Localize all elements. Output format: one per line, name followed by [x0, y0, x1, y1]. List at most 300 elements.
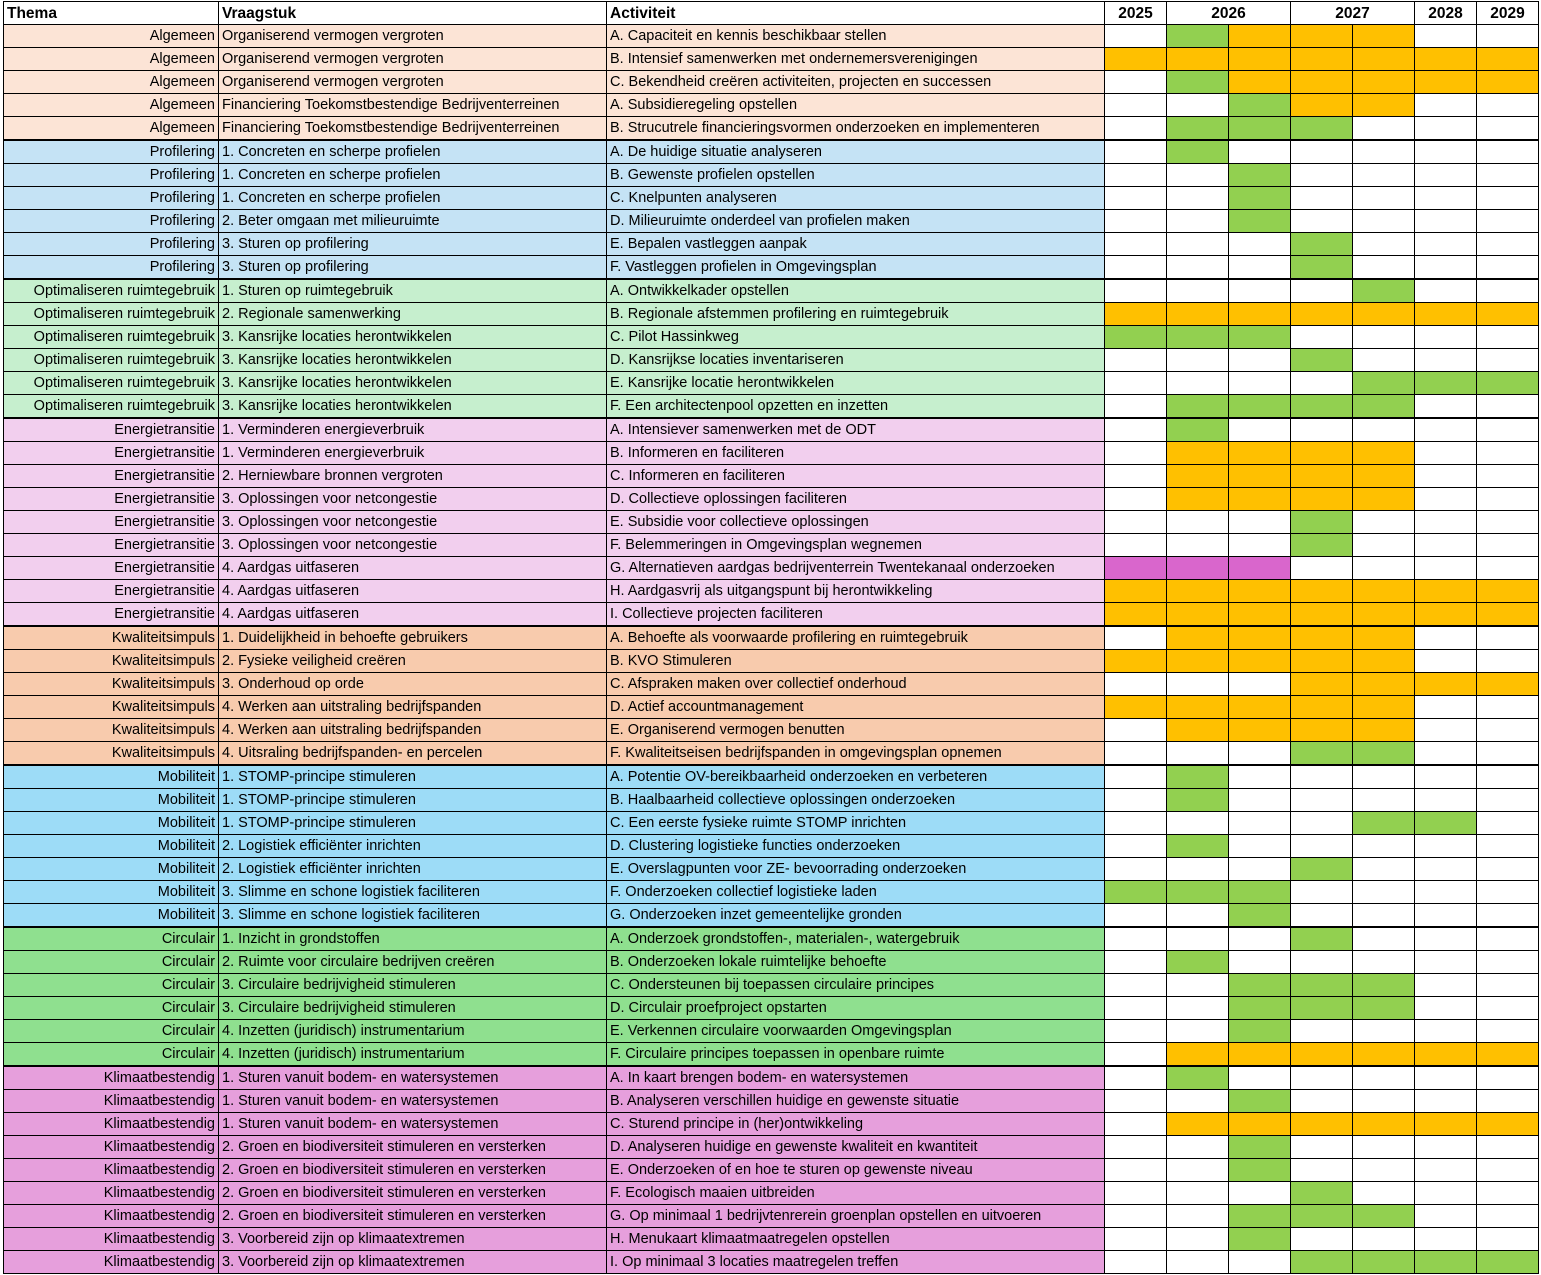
table-row: [4, 742, 1539, 766]
activiteit-cell: F. Onderzoeken collectief logistieke laden: [607, 881, 1105, 904]
timeline-cell: [1353, 557, 1415, 580]
vraagstuk-cell: 3. Slimme en schone logistiek faciliteren: [219, 904, 607, 928]
timeline-cell: [1105, 1205, 1167, 1228]
timeline-cell: [1229, 395, 1291, 419]
timeline-cell: [1291, 71, 1353, 94]
timeline-cell: [1167, 765, 1229, 789]
table-row: [4, 1090, 1539, 1113]
vraagstuk-cell: 2. Groen en biodiversiteit stimuleren en versterken: [219, 1159, 607, 1182]
timeline-cell: [1229, 719, 1291, 742]
timeline-cell: [1477, 742, 1539, 766]
vraagstuk-cell: 2. Logistiek efficiënter inrichten: [219, 858, 607, 881]
timeline-cell: [1477, 1113, 1539, 1136]
timeline-cell: [1415, 233, 1477, 256]
timeline-cell: [1477, 303, 1539, 326]
activiteit-cell: A. Behoefte als voorwaarde profilering en ruimtegebruik: [607, 626, 1105, 650]
timeline-cell: [1291, 395, 1353, 419]
timeline-cell: [1229, 974, 1291, 997]
timeline-cell: [1167, 511, 1229, 534]
activiteit-cell: E. Verkennen circulaire voorwaarden Omgevingsplan: [607, 1020, 1105, 1043]
timeline-cell: [1105, 557, 1167, 580]
timeline-cell: [1291, 580, 1353, 603]
timeline-cell: [1477, 187, 1539, 210]
vraagstuk-cell: 4. Aardgas uitfaseren: [219, 603, 607, 627]
vraagstuk-cell: 2. Groen en biodiversiteit stimuleren en versterken: [219, 1205, 607, 1228]
timeline-cell: [1415, 187, 1477, 210]
timeline-cell: [1105, 1182, 1167, 1205]
thema-cell: Algemeen: [4, 25, 219, 48]
timeline-cell: [1229, 164, 1291, 187]
thema-cell: Klimaatbestendig: [4, 1159, 219, 1182]
timeline-cell: [1415, 465, 1477, 488]
timeline-cell: [1477, 326, 1539, 349]
table-row: [4, 1182, 1539, 1205]
thema-cell: Energietransitie: [4, 442, 219, 465]
timeline-cell: [1105, 326, 1167, 349]
timeline-cell: [1415, 511, 1477, 534]
timeline-cell: [1353, 650, 1415, 673]
timeline-cell: [1353, 603, 1415, 627]
timeline-cell: [1105, 742, 1167, 766]
timeline-cell: [1105, 511, 1167, 534]
table-row: [4, 696, 1539, 719]
table-row: [4, 233, 1539, 256]
table-row: [4, 719, 1539, 742]
activiteit-cell: F. Vastleggen profielen in Omgevingsplan: [607, 256, 1105, 280]
timeline-cell: [1229, 442, 1291, 465]
timeline-cell: [1229, 765, 1291, 789]
activiteit-cell: F. Een architectenpool opzetten en inzetten: [607, 395, 1105, 419]
timeline-cell: [1229, 835, 1291, 858]
timeline-cell: [1477, 881, 1539, 904]
timeline-cell: [1229, 881, 1291, 904]
timeline-cell: [1229, 349, 1291, 372]
activiteit-cell: E. Bepalen vastleggen aanpak: [607, 233, 1105, 256]
activiteit-cell: C. Informeren en faciliteren: [607, 465, 1105, 488]
timeline-cell: [1477, 858, 1539, 881]
table-row: [4, 1020, 1539, 1043]
timeline-cell: [1105, 372, 1167, 395]
timeline-cell: [1167, 303, 1229, 326]
timeline-cell: [1229, 557, 1291, 580]
vraagstuk-cell: 4. Werken aan uitstraling bedrijfspanden: [219, 696, 607, 719]
vraagstuk-cell: 2. Groen en biodiversiteit stimuleren en versterken: [219, 1182, 607, 1205]
timeline-cell: [1353, 256, 1415, 280]
thema-cell: Energietransitie: [4, 557, 219, 580]
timeline-cell: [1477, 511, 1539, 534]
header-vraagstuk: Vraagstuk: [219, 2, 607, 25]
timeline-cell: [1353, 904, 1415, 928]
activiteit-cell: G. Op minimaal 1 bedrijvtenrerein groenplan opstellen en uitvoeren: [607, 1205, 1105, 1228]
timeline-cell: [1291, 812, 1353, 835]
table-row: [4, 580, 1539, 603]
timeline-cell: [1167, 997, 1229, 1020]
timeline-cell: [1291, 372, 1353, 395]
timeline-cell: [1105, 233, 1167, 256]
header-row: [4, 2, 1539, 25]
timeline-cell: [1291, 1090, 1353, 1113]
timeline-cell: [1167, 1159, 1229, 1182]
timeline-cell: [1105, 951, 1167, 974]
timeline-cell: [1291, 904, 1353, 928]
timeline-cell: [1105, 997, 1167, 1020]
table-row: [4, 858, 1539, 881]
timeline-cell: [1477, 256, 1539, 280]
table-row: [4, 210, 1539, 233]
timeline-cell: [1167, 210, 1229, 233]
timeline-cell: [1353, 25, 1415, 48]
table-row: [4, 48, 1539, 71]
timeline-cell: [1477, 395, 1539, 419]
timeline-cell: [1291, 650, 1353, 673]
vraagstuk-cell: 3. Voorbereid zijn op klimaatextremen: [219, 1251, 607, 1274]
timeline-cell: [1291, 789, 1353, 812]
timeline-cell: [1229, 603, 1291, 627]
timeline-cell: [1477, 25, 1539, 48]
timeline-cell: [1167, 1182, 1229, 1205]
thema-cell: Circulair: [4, 974, 219, 997]
timeline-cell: [1353, 1043, 1415, 1067]
thema-cell: Circulair: [4, 1043, 219, 1067]
timeline-cell: [1229, 117, 1291, 141]
vraagstuk-cell: 1. Concreten en scherpe profielen: [219, 187, 607, 210]
timeline-cell: [1353, 626, 1415, 650]
timeline-cell: [1477, 603, 1539, 627]
table-row: [4, 25, 1539, 48]
timeline-cell: [1167, 974, 1229, 997]
timeline-cell: [1229, 1228, 1291, 1251]
timeline-cell: [1229, 673, 1291, 696]
timeline-cell: [1477, 1090, 1539, 1113]
timeline-cell: [1477, 465, 1539, 488]
timeline-cell: [1229, 580, 1291, 603]
timeline-cell: [1477, 534, 1539, 557]
timeline-cell: [1105, 534, 1167, 557]
timeline-cell: [1105, 673, 1167, 696]
timeline-cell: [1353, 233, 1415, 256]
vraagstuk-cell: 2. Logistiek efficiënter inrichten: [219, 835, 607, 858]
timeline-cell: [1415, 372, 1477, 395]
vraagstuk-cell: 1. Sturen vanuit bodem- en watersystemen: [219, 1113, 607, 1136]
timeline-cell: [1167, 326, 1229, 349]
timeline-cell: [1477, 140, 1539, 164]
vraagstuk-cell: 1. Sturen vanuit bodem- en watersystemen: [219, 1066, 607, 1090]
table-row: [4, 1228, 1539, 1251]
timeline-cell: [1105, 858, 1167, 881]
timeline-cell: [1229, 927, 1291, 951]
vraagstuk-cell: 2. Regionale samenwerking: [219, 303, 607, 326]
thema-cell: Klimaatbestendig: [4, 1182, 219, 1205]
activiteit-cell: G. Onderzoeken inzet gemeentelijke gronden: [607, 904, 1105, 928]
activiteit-cell: I. Op minimaal 3 locaties maatregelen treffen: [607, 1251, 1105, 1274]
timeline-cell: [1415, 1136, 1477, 1159]
timeline-cell: [1167, 557, 1229, 580]
timeline-cell: [1105, 1020, 1167, 1043]
timeline-cell: [1229, 256, 1291, 280]
timeline-cell: [1353, 71, 1415, 94]
timeline-cell: [1415, 71, 1477, 94]
activiteit-cell: E. Overslagpunten voor ZE- bevoorrading onderzoeken: [607, 858, 1105, 881]
activiteit-cell: C. Een eerste fysieke ruimte STOMP inrichten: [607, 812, 1105, 835]
vraagstuk-cell: 3. Voorbereid zijn op klimaatextremen: [219, 1228, 607, 1251]
timeline-cell: [1415, 765, 1477, 789]
timeline-cell: [1291, 974, 1353, 997]
timeline-cell: [1353, 140, 1415, 164]
vraagstuk-cell: 4. Aardgas uitfaseren: [219, 557, 607, 580]
vraagstuk-cell: 2. Fysieke veiligheid creëren: [219, 650, 607, 673]
timeline-cell: [1477, 626, 1539, 650]
timeline-cell: [1167, 719, 1229, 742]
timeline-cell: [1229, 858, 1291, 881]
timeline-cell: [1415, 117, 1477, 141]
table-row: [4, 835, 1539, 858]
timeline-cell: [1477, 1251, 1539, 1274]
timeline-cell: [1353, 742, 1415, 766]
timeline-cell: [1415, 48, 1477, 71]
table-row: [4, 511, 1539, 534]
timeline-cell: [1415, 927, 1477, 951]
timeline-cell: [1291, 187, 1353, 210]
timeline-cell: [1105, 1043, 1167, 1067]
timeline-cell: [1415, 418, 1477, 442]
timeline-cell: [1415, 1066, 1477, 1090]
timeline-cell: [1477, 904, 1539, 928]
timeline-cell: [1353, 488, 1415, 511]
timeline-cell: [1291, 303, 1353, 326]
timeline-cell: [1291, 1066, 1353, 1090]
timeline-cell: [1415, 1159, 1477, 1182]
timeline-cell: [1167, 164, 1229, 187]
table-row: [4, 140, 1539, 164]
timeline-cell: [1415, 742, 1477, 766]
timeline-cell: [1353, 719, 1415, 742]
table-row: [4, 1043, 1539, 1067]
timeline-cell: [1167, 279, 1229, 303]
thema-cell: Energietransitie: [4, 511, 219, 534]
timeline-cell: [1291, 256, 1353, 280]
timeline-cell: [1291, 534, 1353, 557]
vraagstuk-cell: 3. Onderhoud op orde: [219, 673, 607, 696]
activiteit-cell: C. Sturend principe in (her)ontwikkeling: [607, 1113, 1105, 1136]
timeline-cell: [1353, 534, 1415, 557]
table-row: [4, 765, 1539, 789]
table-row: [4, 94, 1539, 117]
timeline-cell: [1167, 534, 1229, 557]
timeline-cell: [1291, 1113, 1353, 1136]
vraagstuk-cell: 1. Sturen op ruimtegebruik: [219, 279, 607, 303]
timeline-cell: [1167, 904, 1229, 928]
thema-cell: Mobiliteit: [4, 765, 219, 789]
thema-cell: Kwaliteitsimpuls: [4, 650, 219, 673]
timeline-cell: [1105, 881, 1167, 904]
vraagstuk-cell: 2. Herniewbare bronnen vergroten: [219, 465, 607, 488]
table-row: [4, 1205, 1539, 1228]
timeline-cell: [1291, 927, 1353, 951]
timeline-cell: [1291, 673, 1353, 696]
timeline-cell: [1167, 1020, 1229, 1043]
table-row: [4, 812, 1539, 835]
thema-cell: Circulair: [4, 927, 219, 951]
timeline-cell: [1477, 835, 1539, 858]
activiteit-cell: C. Afspraken maken over collectief onderhoud: [607, 673, 1105, 696]
timeline-cell: [1167, 187, 1229, 210]
timeline-cell: [1415, 534, 1477, 557]
timeline-cell: [1415, 349, 1477, 372]
thema-cell: Kwaliteitsimpuls: [4, 696, 219, 719]
table-row: [4, 1113, 1539, 1136]
timeline-cell: [1477, 48, 1539, 71]
timeline-cell: [1229, 1043, 1291, 1067]
timeline-cell: [1229, 187, 1291, 210]
timeline-cell: [1415, 650, 1477, 673]
timeline-cell: [1105, 349, 1167, 372]
timeline-cell: [1105, 164, 1167, 187]
activiteit-cell: D. Clustering logistieke functies onderzoeken: [607, 835, 1105, 858]
timeline-cell: [1229, 626, 1291, 650]
timeline-cell: [1167, 1228, 1229, 1251]
thema-cell: Klimaatbestendig: [4, 1066, 219, 1090]
timeline-cell: [1291, 1228, 1353, 1251]
timeline-cell: [1415, 395, 1477, 419]
timeline-cell: [1291, 696, 1353, 719]
timeline-cell: [1415, 997, 1477, 1020]
timeline-cell: [1167, 465, 1229, 488]
timeline-cell: [1229, 1136, 1291, 1159]
activiteit-cell: A. Potentie OV-bereikbaarheid onderzoeken en verbeteren: [607, 765, 1105, 789]
thema-cell: Kwaliteitsimpuls: [4, 673, 219, 696]
timeline-cell: [1229, 696, 1291, 719]
activiteit-cell: A. De huidige situatie analyseren: [607, 140, 1105, 164]
timeline-cell: [1477, 789, 1539, 812]
header-thema: Thema: [4, 2, 219, 25]
timeline-cell: [1477, 233, 1539, 256]
timeline-cell: [1105, 812, 1167, 835]
timeline-cell: [1477, 927, 1539, 951]
timeline-cell: [1291, 117, 1353, 141]
timeline-cell: [1229, 904, 1291, 928]
vraagstuk-cell: 4. Uitsraling bedrijfspanden- en percelen: [219, 742, 607, 766]
timeline-cell: [1353, 696, 1415, 719]
vraagstuk-cell: 3. Oplossingen voor netcongestie: [219, 534, 607, 557]
timeline-cell: [1353, 372, 1415, 395]
timeline-cell: [1415, 1020, 1477, 1043]
timeline-cell: [1415, 25, 1477, 48]
timeline-cell: [1415, 580, 1477, 603]
vraagstuk-cell: 3. Circulaire bedrijvigheid stimuleren: [219, 997, 607, 1020]
timeline-cell: [1105, 974, 1167, 997]
timeline-cell: [1229, 1205, 1291, 1228]
table-row: [4, 557, 1539, 580]
timeline-cell: [1291, 765, 1353, 789]
timeline-cell: [1229, 1251, 1291, 1274]
table-row: [4, 71, 1539, 94]
timeline-cell: [1291, 858, 1353, 881]
timeline-cell: [1415, 488, 1477, 511]
timeline-cell: [1353, 951, 1415, 974]
timeline-cell: [1415, 557, 1477, 580]
timeline-cell: [1353, 835, 1415, 858]
timeline-cell: [1229, 951, 1291, 974]
timeline-cell: [1353, 210, 1415, 233]
vraagstuk-cell: 4. Inzetten (juridisch) instrumentarium: [219, 1020, 607, 1043]
timeline-cell: [1477, 719, 1539, 742]
timeline-cell: [1167, 858, 1229, 881]
timeline-cell: [1291, 465, 1353, 488]
activiteit-cell: A. Onderzoek grondstoffen-, materialen-, watergebruik: [607, 927, 1105, 951]
table-row: [4, 534, 1539, 557]
timeline-cell: [1167, 789, 1229, 812]
timeline-cell: [1167, 835, 1229, 858]
timeline-cell: [1415, 94, 1477, 117]
timeline-cell: [1229, 997, 1291, 1020]
activiteit-cell: A. Ontwikkelkader opstellen: [607, 279, 1105, 303]
thema-cell: Energietransitie: [4, 603, 219, 627]
thema-cell: Optimaliseren ruimtegebruik: [4, 395, 219, 419]
timeline-cell: [1477, 650, 1539, 673]
table-row: [4, 927, 1539, 951]
timeline-cell: [1353, 94, 1415, 117]
timeline-cell: [1229, 326, 1291, 349]
timeline-cell: [1353, 580, 1415, 603]
timeline-cell: [1353, 974, 1415, 997]
timeline-cell: [1353, 279, 1415, 303]
timeline-cell: [1353, 1228, 1415, 1251]
timeline-cell: [1415, 904, 1477, 928]
timeline-cell: [1105, 765, 1167, 789]
timeline-cell: [1415, 140, 1477, 164]
timeline-cell: [1291, 349, 1353, 372]
timeline-cell: [1291, 1043, 1353, 1067]
timeline-cell: [1415, 326, 1477, 349]
timeline-cell: [1167, 488, 1229, 511]
timeline-cell: [1353, 927, 1415, 951]
thema-cell: Circulair: [4, 1020, 219, 1043]
timeline-cell: [1229, 511, 1291, 534]
timeline-cell: [1105, 48, 1167, 71]
thema-cell: Mobiliteit: [4, 812, 219, 835]
timeline-cell: [1477, 442, 1539, 465]
thema-cell: Kwaliteitsimpuls: [4, 742, 219, 766]
vraagstuk-cell: Organiserend vermogen vergroten: [219, 25, 607, 48]
timeline-cell: [1229, 534, 1291, 557]
table-row: [4, 881, 1539, 904]
thema-cell: Energietransitie: [4, 580, 219, 603]
timeline-cell: [1105, 1090, 1167, 1113]
activiteit-cell: B. Informeren en faciliteren: [607, 442, 1105, 465]
vraagstuk-cell: 3. Kansrijke locaties herontwikkelen: [219, 395, 607, 419]
timeline-cell: [1415, 1205, 1477, 1228]
timeline-cell: [1477, 372, 1539, 395]
timeline-cell: [1229, 488, 1291, 511]
timeline-cell: [1291, 835, 1353, 858]
timeline-cell: [1167, 927, 1229, 951]
activiteit-cell: F. Belemmeringen in Omgevingsplan wegnemen: [607, 534, 1105, 557]
timeline-cell: [1477, 974, 1539, 997]
timeline-cell: [1415, 303, 1477, 326]
timeline-cell: [1105, 603, 1167, 627]
timeline-cell: [1291, 1205, 1353, 1228]
table-row: [4, 117, 1539, 141]
timeline-cell: [1477, 1043, 1539, 1067]
thema-cell: Profilering: [4, 140, 219, 164]
thema-cell: Optimaliseren ruimtegebruik: [4, 326, 219, 349]
activiteit-cell: D. Actief accountmanagement: [607, 696, 1105, 719]
timeline-cell: [1353, 395, 1415, 419]
timeline-cell: [1105, 395, 1167, 419]
timeline-cell: [1477, 765, 1539, 789]
timeline-cell: [1415, 1090, 1477, 1113]
thema-cell: Optimaliseren ruimtegebruik: [4, 372, 219, 395]
